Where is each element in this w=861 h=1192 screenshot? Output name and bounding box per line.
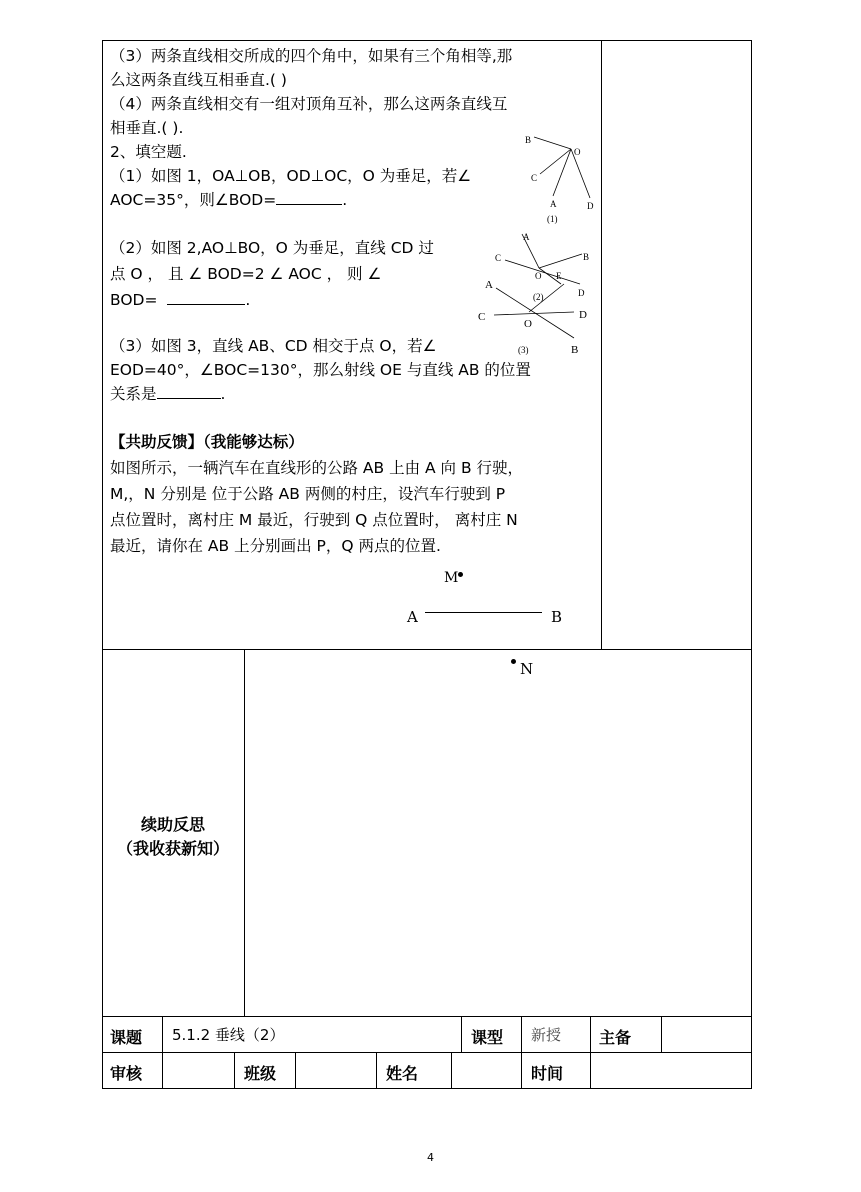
main-preparer-label: 主备	[599, 1028, 632, 1047]
class-label: 班级	[244, 1064, 277, 1083]
fig2-label-C: C	[495, 253, 502, 263]
road-line	[425, 612, 542, 613]
fig2-label-B: B	[583, 252, 590, 262]
point-B-label: B	[551, 608, 563, 626]
name-field[interactable]	[452, 1053, 520, 1087]
answer-blank[interactable]	[276, 188, 342, 205]
point-M-dot	[458, 572, 463, 577]
ray-OB	[534, 137, 571, 149]
class-field[interactable]	[296, 1053, 375, 1087]
figure-3	[474, 274, 599, 360]
time-label: 时间	[531, 1064, 564, 1083]
fig3-label-O: O	[524, 318, 532, 330]
review-field[interactable]	[163, 1053, 233, 1087]
question-4-line1: （4）两条直线相交有一组对顶角互补，那么这两条直线互	[110, 95, 508, 113]
question-3-line1: （3）两条直线相交所成的四个角中，如果有三个角相等,那	[110, 47, 513, 65]
fig1-label-B: B	[525, 135, 532, 145]
fig2-label-A: A	[523, 232, 530, 242]
lesson-type-label: 课型	[471, 1028, 504, 1047]
fig3-label-C: C	[478, 311, 486, 323]
fig1-label-D: D	[587, 201, 594, 211]
question-3-line2: 么这两条直线互相垂直.( )	[110, 71, 287, 89]
fig1-label-A: A	[550, 199, 557, 209]
fig2-label-O: O	[535, 271, 542, 281]
point-N-label: N	[520, 660, 534, 678]
ray-OB	[539, 254, 582, 268]
ray-OE	[529, 284, 564, 312]
line-AB	[496, 288, 574, 338]
fig3-label-B: B	[571, 344, 579, 356]
fig1-label-C: C	[531, 173, 538, 183]
review-label: 审核	[110, 1064, 143, 1083]
fig2-label-E: E	[556, 271, 562, 281]
answer-blank[interactable]	[167, 288, 245, 305]
fill-in-heading: 2、填空题.	[110, 143, 187, 161]
figure-1	[520, 128, 600, 228]
fig1-caption: (1)	[547, 214, 558, 224]
fig1-label-O: O	[574, 147, 581, 157]
fig3-label-D: D	[579, 309, 587, 321]
fig2-caption: (2)	[533, 292, 544, 302]
reflection-answer-area[interactable]	[245, 650, 751, 1016]
fig3-caption: (3)	[518, 345, 529, 355]
lesson-type-value: 新授	[531, 1026, 562, 1044]
topic-value: 5.1.2 垂线（2）	[172, 1026, 285, 1044]
question-4-line2: 相垂直.( ).	[110, 119, 184, 137]
name-label: 姓名	[386, 1064, 419, 1083]
time-field[interactable]	[591, 1053, 750, 1087]
answer-blank[interactable]	[157, 382, 221, 399]
point-M-label: M	[444, 570, 459, 586]
topic-label: 课题	[110, 1028, 143, 1047]
fig2-label-D: D	[578, 288, 585, 298]
page-number: 4	[427, 1151, 434, 1164]
feedback-title: 【共助反馈】（我能够达标）	[110, 433, 304, 451]
fig3-label-A: A	[485, 279, 493, 291]
point-A-label: A	[407, 608, 418, 626]
main-preparer-field[interactable]	[662, 1017, 750, 1051]
